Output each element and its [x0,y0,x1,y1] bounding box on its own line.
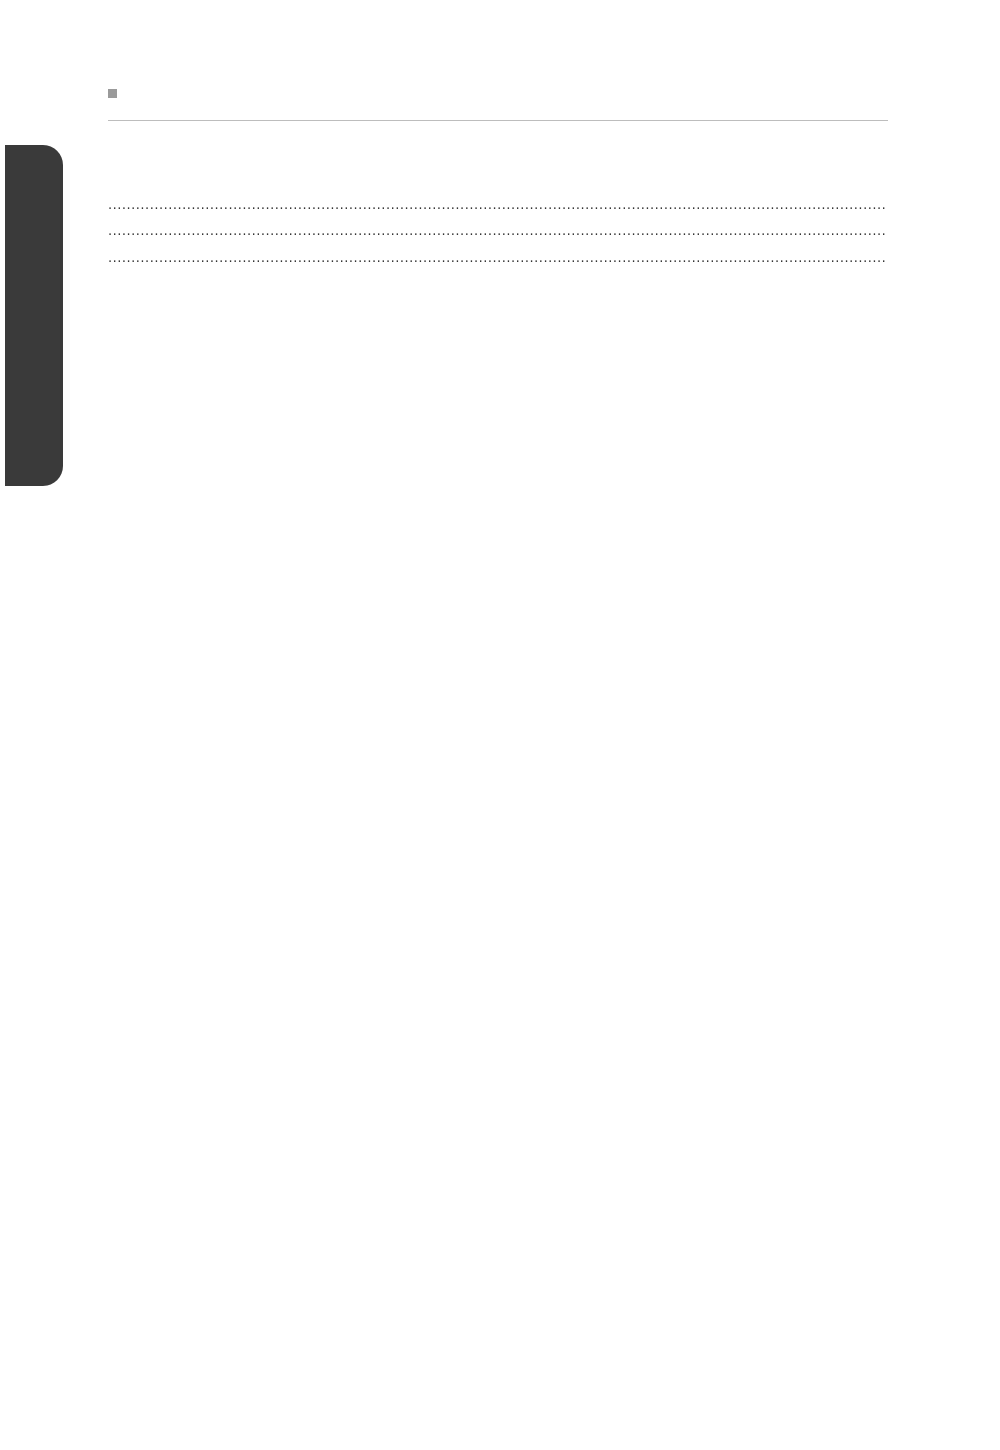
unit-title [106,158,888,194]
toc-entry-quina[interactable] [106,194,888,218]
leader-dots [108,218,886,247]
side-tab [5,145,63,486]
leader-dots [108,194,886,218]
running-header [108,88,888,97]
toc-entry-gramatica[interactable] [106,218,888,247]
table-of-contents [106,150,888,271]
square-bullet-icon [108,89,117,98]
header-divider [108,120,888,121]
toc-entry-vocabulario[interactable] [106,247,888,271]
leader-dots [108,247,886,271]
